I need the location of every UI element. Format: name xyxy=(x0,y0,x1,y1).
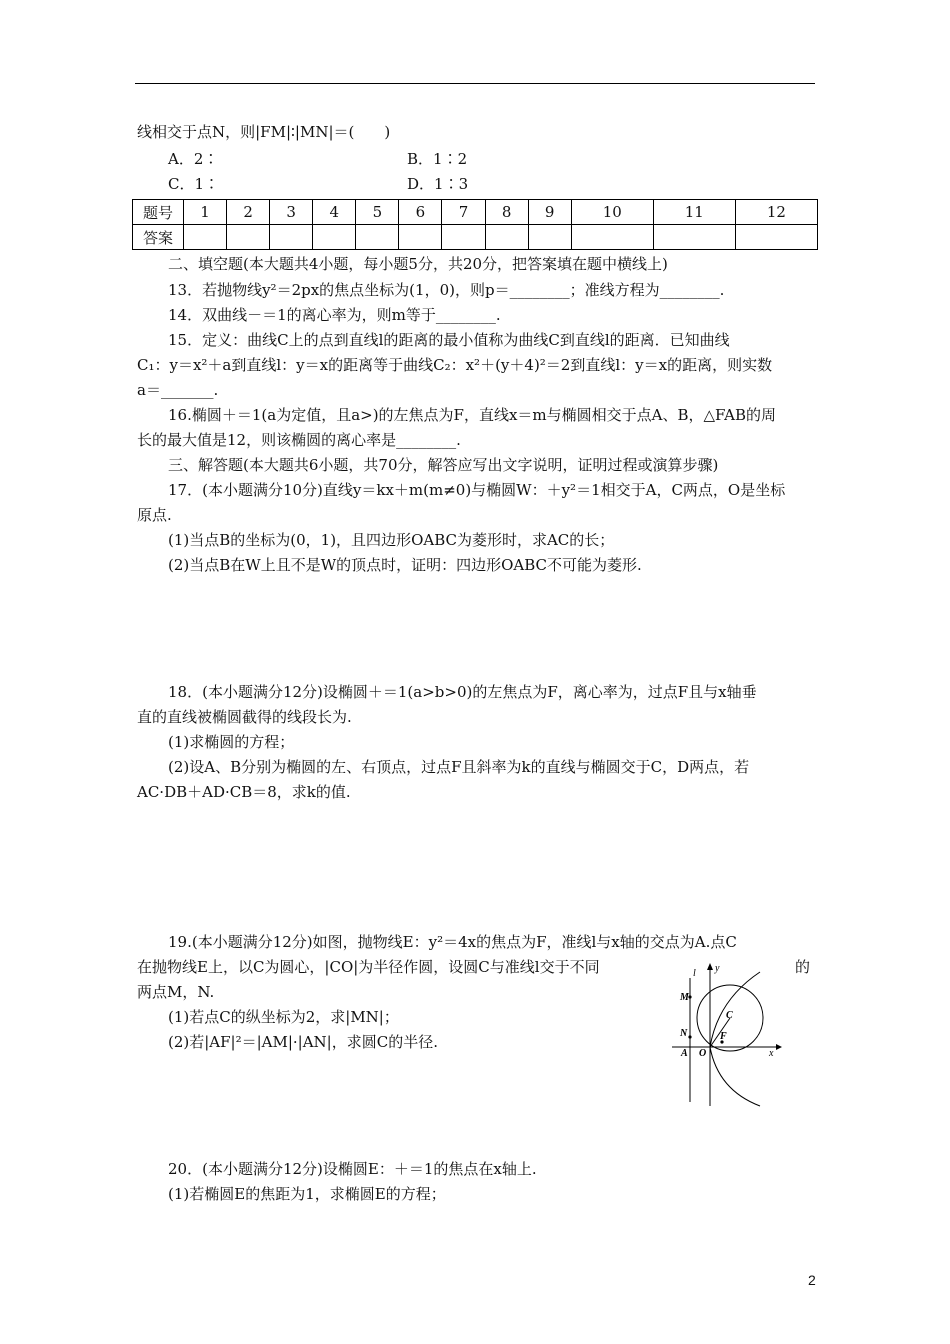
q12-option-c: C．1∶ xyxy=(168,175,220,193)
table-cell-number: 6 xyxy=(399,200,442,225)
answer-cell[interactable] xyxy=(227,225,270,250)
q13-text: 13．若抛物线y²＝2px的焦点坐标为(1，0)，则p＝________；准线方程为________. xyxy=(168,281,725,299)
table-cell-number: 5 xyxy=(356,200,399,225)
label-f: F xyxy=(720,1031,727,1042)
label-x: x xyxy=(769,1048,774,1059)
q15-line3: a＝_______. xyxy=(137,381,219,399)
table-cell-number: 3 xyxy=(270,200,313,225)
header-rule xyxy=(135,83,815,84)
answer-cell[interactable] xyxy=(184,225,227,250)
answer-cell[interactable] xyxy=(485,225,528,250)
q18-line1: 18．(本小题满分12分)设椭圆＋＝1(a>b>0)的左焦点为F，离心率为，过点F且与x轴垂 xyxy=(168,683,757,701)
q19-line3: 两点M，N. xyxy=(137,983,215,1001)
q18-part1: (1)求椭圆的方程； xyxy=(168,733,295,751)
table-cell-number: 9 xyxy=(528,200,571,225)
page-number: 2 xyxy=(808,1272,816,1288)
label-l: l xyxy=(693,968,696,979)
table-cell-number: 12 xyxy=(735,200,817,225)
label-c: C xyxy=(726,1010,733,1021)
q18-line2: 直的直线被椭圆截得的线段长为. xyxy=(137,708,352,726)
q17-line1: 17．(本小题满分10分)直线y＝kx＋m(m≠0)与椭圆W：＋y²＝1相交于A，C两点，O是坐标 xyxy=(168,481,786,499)
answer-cell[interactable] xyxy=(653,225,735,250)
label-a: A xyxy=(681,1048,688,1059)
table-row-answers xyxy=(133,225,818,250)
answer-cell[interactable] xyxy=(356,225,399,250)
point-n xyxy=(688,1035,691,1038)
section2-heading: 二、填空题(本大题共4小题，每小题5分，共20分，把答案填在题中横线上) xyxy=(168,255,668,273)
q19-line2: 在抛物线E上，以C为圆心，|CO|为半径作圆，设圆C与准线l交于不同 xyxy=(137,958,600,976)
q18-part2-line1: (2)设A、B分别为椭圆的左、右顶点，过点F且斜率为k的直线与椭圆交于C，D两点，若 xyxy=(168,758,750,776)
q12-option-b: B．1∶2 xyxy=(407,150,468,168)
table-cell-number: 2 xyxy=(227,200,270,225)
table-cell-number: 11 xyxy=(653,200,735,225)
q15-line2: C₁：y＝x²＋a到直线l：y＝x的距离等于曲线C₂：x²＋(y＋4)²＝2到直线l：y＝x的距离，则实数 xyxy=(137,356,773,374)
q16-line2: 长的最大值是12，则该椭圆的离心率是________. xyxy=(137,431,461,449)
table-cell-number: 1 xyxy=(184,200,227,225)
table-cell-number: 8 xyxy=(485,200,528,225)
table-cell-number: 10 xyxy=(571,200,653,225)
q12-stem: 线相交于点N，则|FM|∶|MN|＝( ) xyxy=(137,123,391,141)
q18-part2-line2: AC·DB＋AD·CB＝8，求k的值. xyxy=(137,783,351,801)
q17-line2: 原点. xyxy=(137,506,172,524)
answer-cell[interactable] xyxy=(399,225,442,250)
q12-option-d: D．1∶3 xyxy=(407,175,469,193)
q14-text: 14．双曲线－＝1的离心率为，则m等于________. xyxy=(168,306,501,324)
table-header-number: 题号 xyxy=(133,200,184,225)
table-row-numbers xyxy=(133,200,818,225)
q19-line2-tail: 的 xyxy=(795,958,811,976)
label-n: N xyxy=(680,1028,688,1039)
table-header-answer: 答案 xyxy=(133,225,184,250)
section3-heading: 三、解答题(本大题共6小题，共70分，解答应写出文字说明，证明过程或演算步骤) xyxy=(168,456,719,474)
q20-line1: 20．(本小题满分12分)设椭圆E：＋＝1的焦点在x轴上. xyxy=(168,1160,537,1178)
answer-table xyxy=(132,199,818,250)
parabola-circle-figure xyxy=(668,960,788,1110)
y-axis-arrow xyxy=(707,963,713,970)
table-cell-number: 7 xyxy=(442,200,485,225)
x-axis-arrow xyxy=(776,1044,782,1050)
q15-line1: 15．定义：曲线C上的点到直线l的距离的最小值称为曲线C到直线l的距离．已知曲线 xyxy=(168,331,730,349)
label-o: O xyxy=(699,1048,707,1059)
q20-part1: (1)若椭圆E的焦距为1，求椭圆E的方程； xyxy=(168,1185,446,1203)
table-cell-number: 4 xyxy=(313,200,356,225)
answer-cell[interactable] xyxy=(270,225,313,250)
answer-cell[interactable] xyxy=(528,225,571,250)
q12-option-a: A．2∶ xyxy=(168,150,219,168)
label-m: M xyxy=(680,992,689,1003)
q17-part2: (2)当点B在W上且不是W的顶点时，证明：四边形OABC不可能为菱形. xyxy=(168,556,642,574)
q17-part1: (1)当点B的坐标为(0，1)，且四边形OABC为菱形时，求AC的长； xyxy=(168,531,615,549)
answer-cell[interactable] xyxy=(442,225,485,250)
label-y: y xyxy=(715,963,720,974)
q19-part1: (1)若点C的纵坐标为2，求|MN|； xyxy=(168,1008,399,1026)
parabola-curve xyxy=(710,972,760,1106)
answer-cell[interactable] xyxy=(313,225,356,250)
q19-line1: 19.(本小题满分12分)如图，抛物线E：y²＝4x的焦点为F，准线l与x轴的交点为A.点C xyxy=(168,933,737,951)
q16-line1: 16.椭圆＋＝1(a为定值，且a>)的左焦点为F，直线x＝m与椭圆相交于点A、B，△FAB的周 xyxy=(168,406,777,424)
answer-cell[interactable] xyxy=(571,225,653,250)
q19-part2: (2)若|AF|²＝|AM|·|AN|，求圆C的半径. xyxy=(168,1033,438,1051)
answer-cell[interactable] xyxy=(735,225,817,250)
